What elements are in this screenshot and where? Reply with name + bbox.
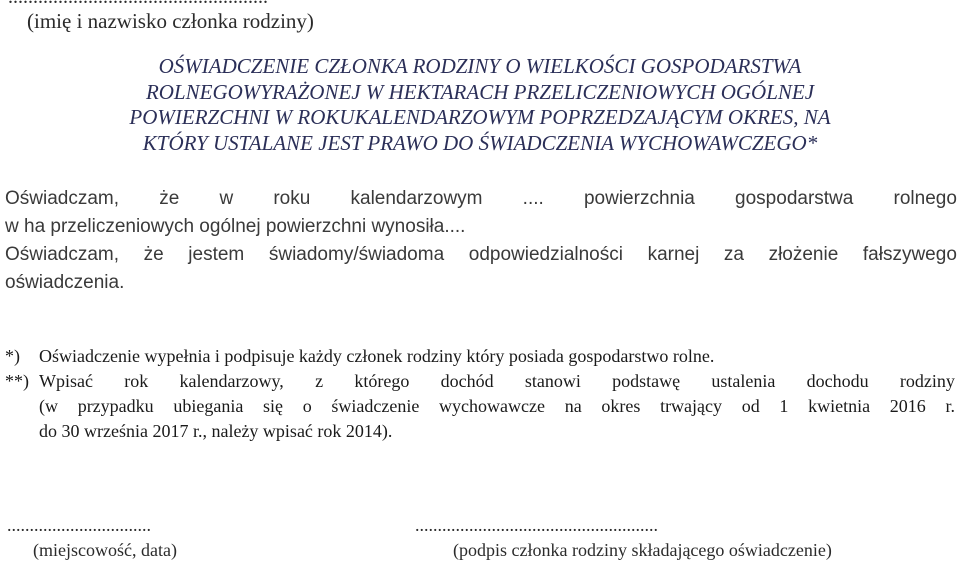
word: którego	[354, 371, 410, 391]
footnote-2	[5, 369, 955, 394]
footnote-2-line-1	[39, 369, 955, 394]
word: stanowi	[524, 371, 581, 391]
signature-dots: ......................................................	[415, 515, 658, 535]
word: o	[302, 396, 312, 416]
word: w	[219, 188, 234, 209]
word: wychowawcze	[439, 396, 545, 416]
word: złożenie	[768, 244, 839, 265]
year-blank: ....	[522, 188, 544, 209]
word: 1	[779, 396, 789, 416]
declaration-line-1	[5, 186, 957, 212]
title-line-1: OŚWIADCZENIE CZŁONKA RODZINY O WIELKOŚCI GOSPODARSTWA	[158, 54, 802, 78]
document-title	[40, 54, 920, 156]
word: odpowiedzialności	[468, 244, 623, 265]
footnote-2-line-2	[5, 394, 955, 419]
footnote-text: Oświadczenie wypełnia i podpisuje każdy członek rodziny który posiada gospodarstwo rolne.	[39, 346, 715, 366]
word: przypadku	[77, 396, 154, 416]
word: rok	[124, 371, 149, 391]
signature-caption: (podpis członka rodziny składającego oświadczenie)	[453, 540, 832, 560]
word: świadomy/świadoma	[268, 244, 445, 265]
footnote-1	[5, 344, 955, 369]
word: rodziny	[899, 371, 955, 391]
footnote-mark: *)	[5, 346, 20, 366]
word: dochód	[440, 371, 494, 391]
word: roku	[273, 188, 311, 209]
title-line-4: KTÓRY USTALANE JEST PRAWO DO ŚWIADCZENIA WYCHOWAWCZEGO*	[142, 130, 818, 155]
word: oświadczenia.	[5, 272, 125, 293]
declaration-line-3	[5, 242, 957, 268]
word: r.	[945, 396, 955, 416]
place-date-caption: (miejscowość, data)	[33, 540, 177, 560]
declaration-body	[5, 186, 957, 296]
word: kwietnia	[808, 396, 871, 416]
word: dochodu	[806, 371, 869, 391]
word: ubiegania	[173, 396, 244, 416]
word: (w	[39, 396, 58, 416]
declaration-line-4	[5, 270, 957, 296]
word: kalendarzowy,	[179, 371, 284, 391]
name-caption: (imię i nazwisko członka rodziny)	[27, 9, 314, 33]
word: rolnego	[893, 188, 957, 209]
word: za	[723, 244, 744, 265]
area-line: w ha przeliczeniowych ogólnej powierzchni wynosiła....	[5, 216, 466, 237]
word: ustalenia	[711, 371, 776, 391]
word: świadczenie	[331, 396, 420, 416]
word: Oświadczam,	[5, 188, 120, 209]
footnote-2-line-3	[5, 419, 955, 444]
word: okres	[601, 396, 641, 416]
word: że	[143, 244, 164, 265]
word: 2016	[889, 396, 926, 416]
title-line-2: ROLNEGOWYRAŻONEJ W HEKTARACH PRZELICZENIOWYCH OGÓLNEJ	[145, 79, 815, 104]
declaration-line-2	[5, 214, 957, 240]
place-date-dots: ................................	[7, 515, 151, 535]
word: z	[315, 371, 324, 391]
title-line-3: POWIERZCHNI W ROKUKALENDARZOWYM POPRZEDZAJĄCYM OKRES, NA	[129, 105, 831, 129]
word: się	[263, 396, 284, 416]
word: karnej	[647, 244, 700, 265]
word: powierzchnia	[583, 188, 695, 209]
word: gospodarstwa	[735, 188, 854, 209]
word: kalendarzowym	[350, 188, 483, 209]
word: od	[741, 396, 760, 416]
word: trwający	[660, 396, 723, 416]
footnotes	[5, 344, 955, 444]
word: jestem	[188, 244, 245, 265]
word: podstawę	[612, 371, 681, 391]
word: że	[159, 188, 180, 209]
name-dots-line	[8, 0, 268, 9]
word: fałszywego	[862, 244, 957, 265]
footnote-mark: **)	[5, 371, 29, 391]
word: na	[564, 396, 582, 416]
word: do 30 września 2017 r., należy wpisać rok 2014).	[39, 421, 393, 441]
word: Wpisać	[39, 371, 93, 391]
word: Oświadczam,	[5, 244, 120, 265]
